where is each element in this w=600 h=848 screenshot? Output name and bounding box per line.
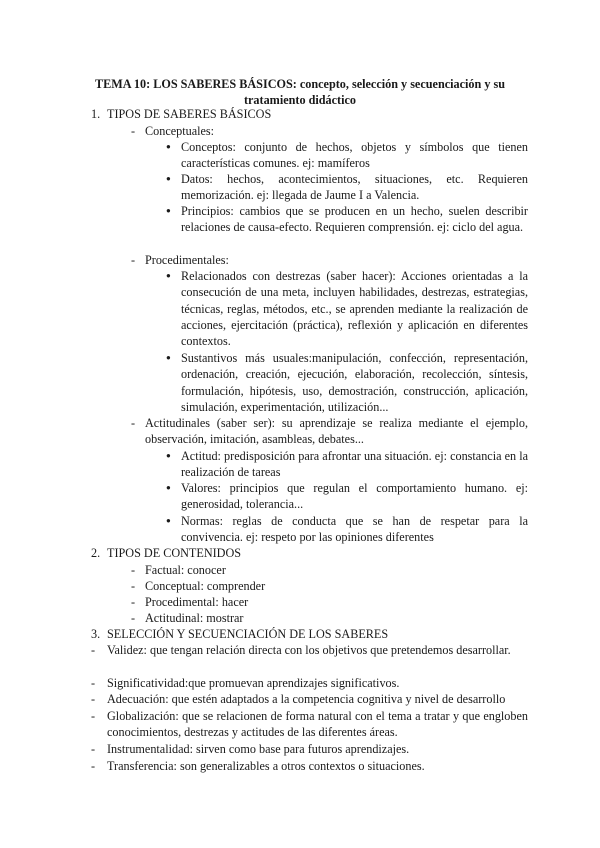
dash-marker: - [131, 253, 136, 267]
list-item: Conceptos: conjunto de hechos, objetos y símbolos que tienen características comunes. ej: mamíferos [181, 140, 528, 171]
list-item: Relacionados con destrezas (saber hacer): Acciones orientadas a la consecución de una meta, incluyen habilidades, destrezas, estrategias, técnicas, reglas, métodos, etc., se aprenden mediante la realización de acciones, ejercitación (práctica), reflexión y aplicación en diferentes contextos. [181, 269, 528, 349]
list-item: Validez: que tengan relación directa con los objetivos que pretendemos desarrollar. [107, 643, 511, 657]
dash-marker: - [131, 563, 136, 577]
bullet-marker: ● [166, 271, 171, 280]
bullet-marker: ● [166, 516, 171, 525]
dash-marker: - [131, 416, 136, 430]
dash-marker: - [131, 595, 136, 609]
dash-marker: - [91, 709, 96, 723]
section-heading: SELECCIÓN Y SECUENCIACIÓN DE LOS SABERES [107, 627, 389, 641]
list-item: Conceptual: comprender [145, 579, 266, 593]
list-item: Instrumentalidad: sirven como base para futuros aprendizajes. [107, 742, 410, 756]
list-item: Significatividad:que promuevan aprendizajes significativos. [107, 676, 400, 690]
list-item: Globalización: que se relacionen de forma natural con el tema a tratar y que engloben conocimientos, destrezas y actitudes de las diferentes áreas. [107, 709, 528, 740]
section-heading: TIPOS DE CONTENIDOS [107, 546, 242, 560]
list-item: Transferencia: son generalizables a otros contextos o situaciones. [107, 759, 425, 773]
list-item: Actitudinal: mostrar [145, 611, 244, 625]
list-item: Normas: reglas de conducta que se han de respetar para la convivencia. ej: respeto por las opiniones diferentes [181, 514, 528, 545]
category-label: Conceptuales: [145, 124, 215, 138]
category-label: Actitudinales (saber ser): su aprendizaje se realiza mediante el ejemplo, observación, imitación, asambleas, debates... [145, 416, 528, 447]
dash-marker: - [131, 611, 136, 625]
dash-marker: - [91, 692, 96, 706]
bullet-marker: ● [166, 353, 171, 362]
list-item: Adecuación: que estén adaptados a la competencia cognitiva y nivel de desarrollo [107, 692, 506, 706]
dash-marker: - [91, 676, 96, 690]
dash-marker: - [91, 759, 96, 773]
list-item: Principios: cambios que se producen en un hecho, suelen describir relaciones de causa-efecto. Requieren comprensión. ej: ciclo del agua. [181, 204, 528, 235]
section-number: 2. [91, 546, 101, 560]
section-heading: TIPOS DE SABERES BÁSICOS [107, 107, 272, 121]
list-item: Sustantivos más usuales:manipulación, confección, representación, ordenación, creación, ejecución, elaboración, recolección, síntesis, formulación, hipótesis, uso, demostración, construcción, aplicación, simulación, experimentación, utilización... [181, 351, 528, 414]
bullet-marker: ● [166, 142, 171, 151]
list-item: Actitud: predisposición para afrontar una situación. ej: constancia en la realización de tareas [181, 449, 528, 480]
section-number: 1. [91, 107, 101, 121]
bullet-marker: ● [166, 451, 171, 460]
bullet-marker: ● [166, 206, 171, 215]
category-label: Procedimentales: [145, 253, 229, 267]
list-item: Factual: conocer [145, 563, 226, 577]
document-title: TEMA 10: LOS SABERES BÁSICOS: concepto, selección y secuenciación y su tratamiento didáctico [94, 77, 505, 107]
bullet-marker: ● [166, 174, 171, 183]
list-item: Procedimental: hacer [145, 595, 249, 609]
list-item: Datos: hechos, acontecimientos, situaciones, etc. Requieren memorización. ej: llegada de Jaume I a Valencia. [181, 172, 528, 203]
list-item: Valores: principios que regulan el comportamiento humano. ej: generosidad, tolerancia... [181, 481, 528, 512]
dash-marker: - [91, 742, 96, 756]
dash-marker: - [131, 579, 136, 593]
dash-marker: - [91, 643, 96, 657]
dash-marker: - [131, 124, 136, 138]
bullet-marker: ● [166, 483, 171, 492]
section-number: 3. [91, 627, 101, 641]
